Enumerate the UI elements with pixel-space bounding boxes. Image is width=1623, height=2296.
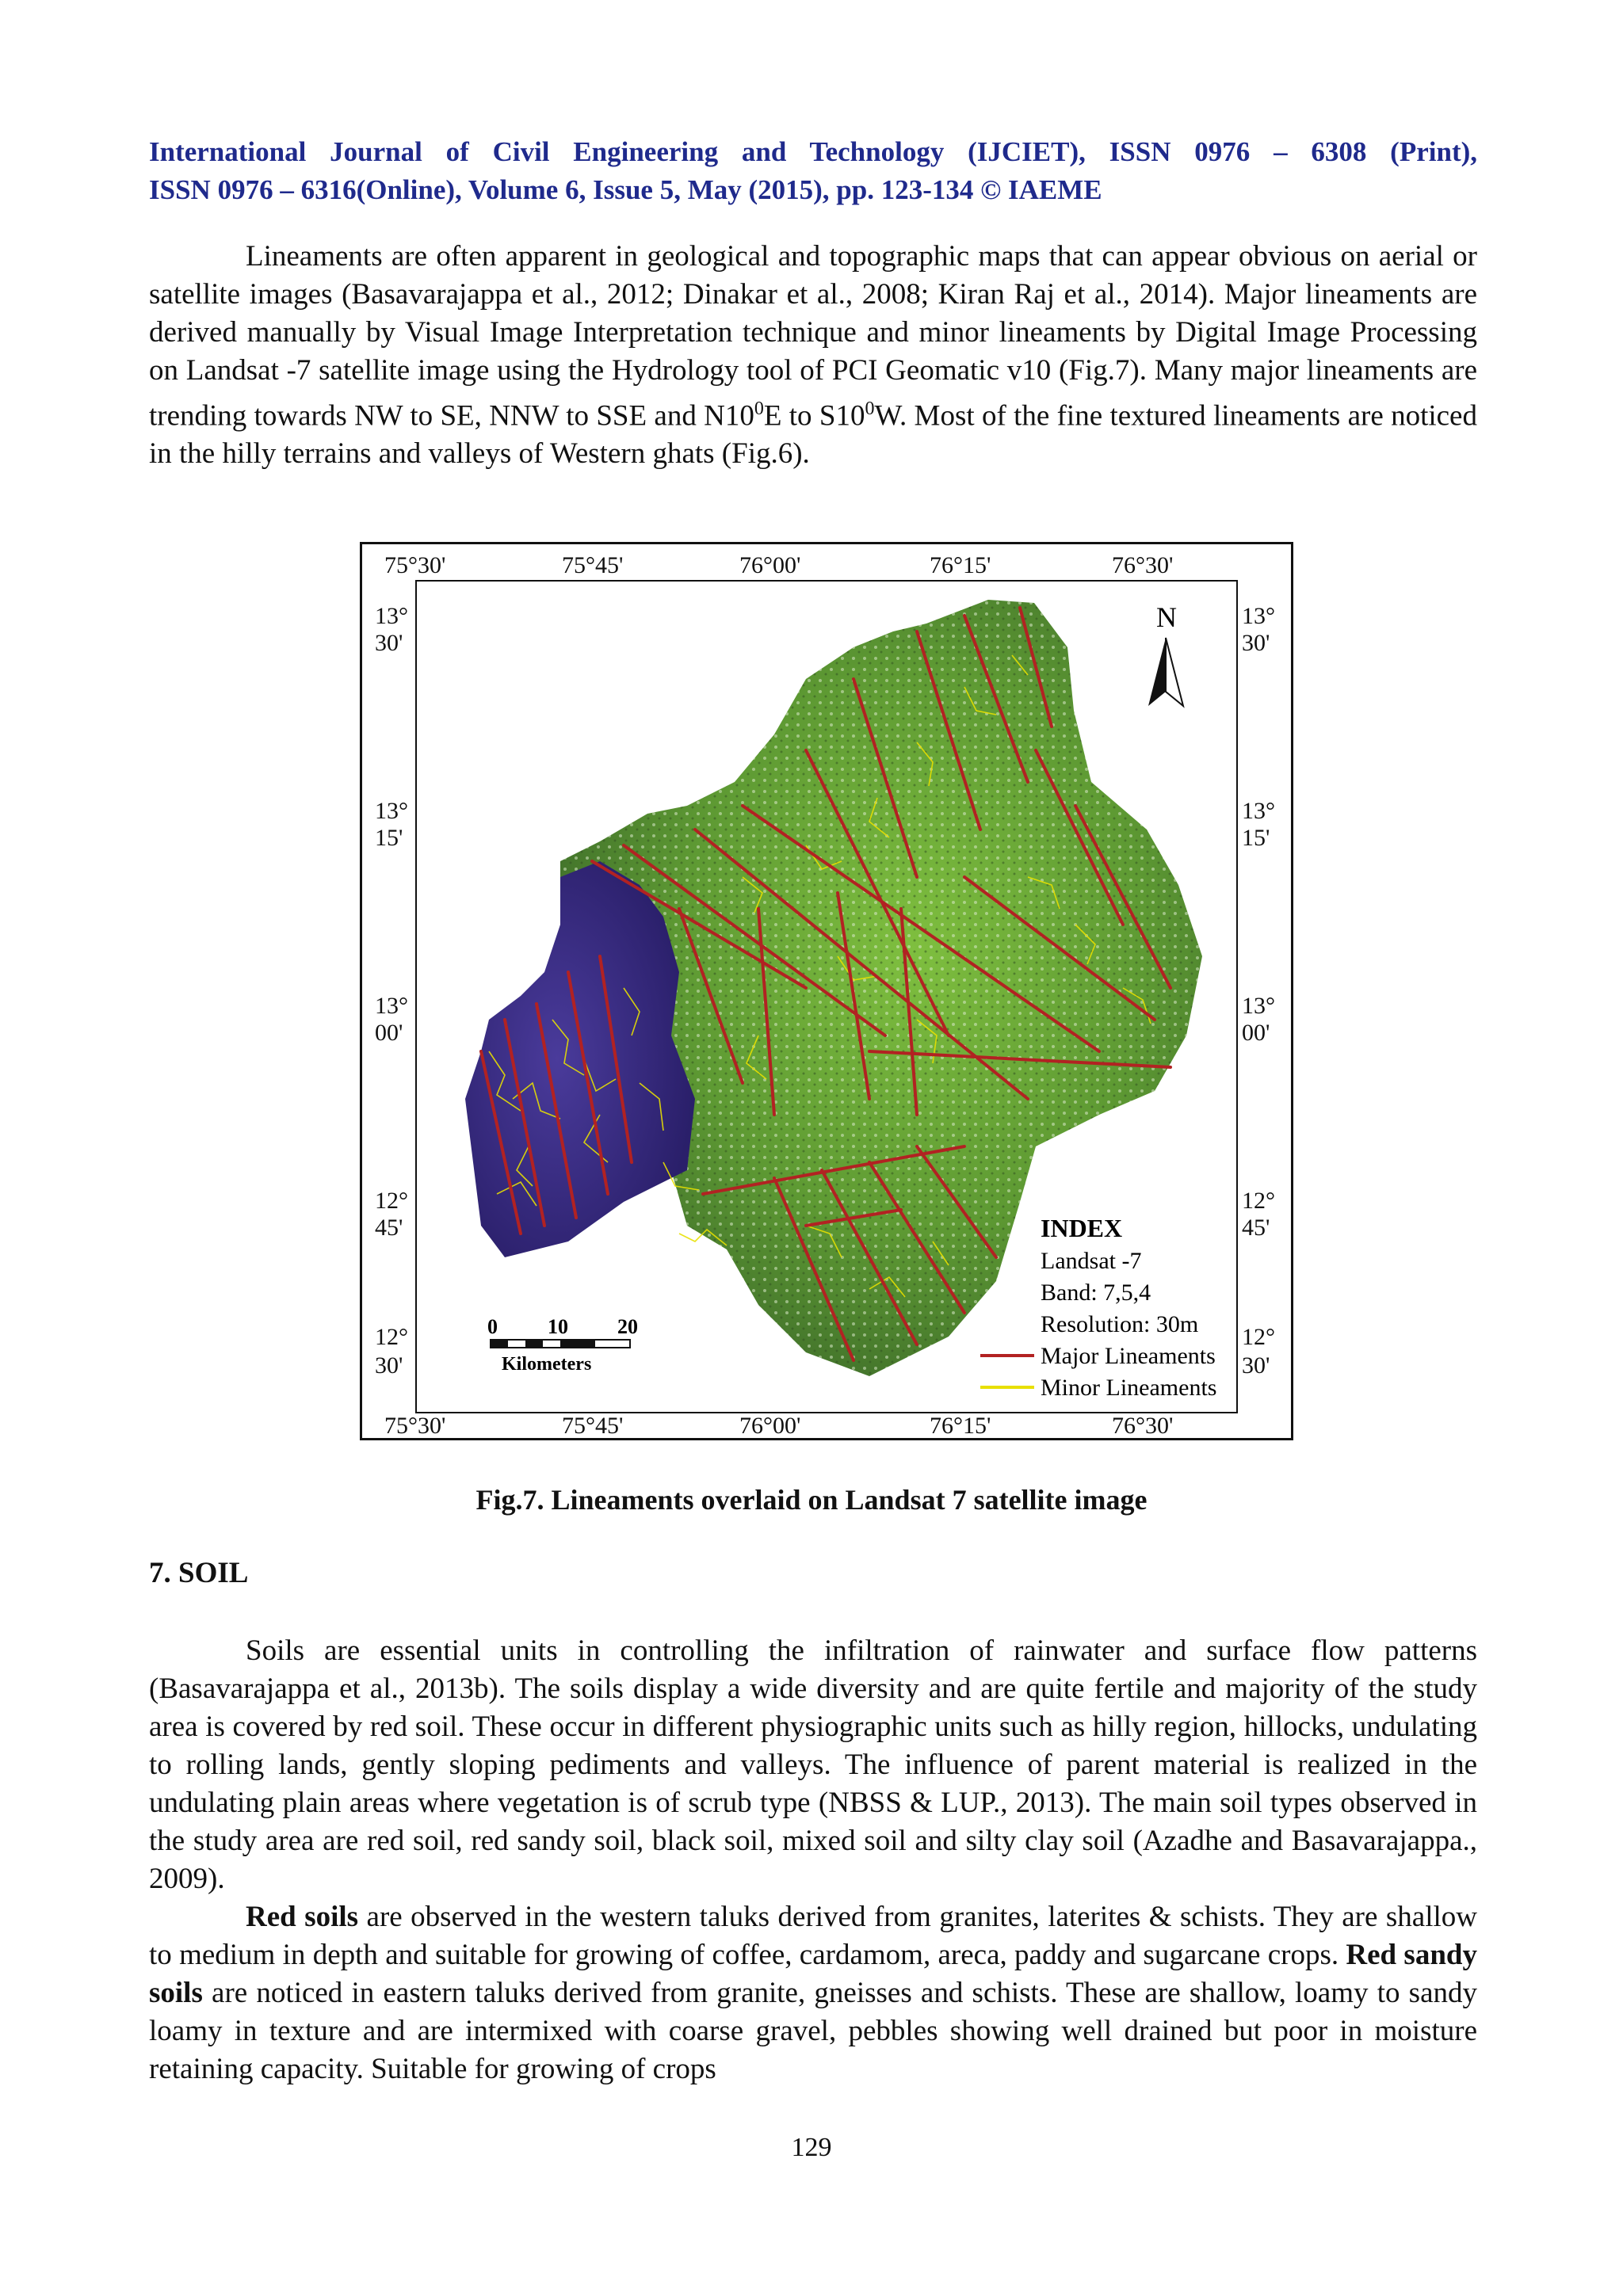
lat-min-left-1: 30': [375, 630, 403, 656]
lat-deg-right-1: 13°: [1242, 603, 1275, 629]
lon-label-top-4: 76°15': [930, 552, 991, 578]
lat-min-right-5: 30': [1242, 1352, 1270, 1379]
latitude-labels-left: [375, 603, 408, 1379]
scale-unit: Kilometers: [502, 1354, 592, 1375]
soil-paragraph-2-text-2: are noticed in eastern taluks derived from granite, gneisses and schists. These are shallow, loamy to sandy loamy in texture and are intermixed with coarse gravel, pebbles showing well drained but poor in moisture retaining capacity. Suitable for growing of crops: [149, 1977, 1477, 2085]
lat-deg-left-4: 12°: [375, 1188, 408, 1214]
legend-line-3: Resolution: 30m: [1041, 1311, 1199, 1337]
lat-min-right-4: 45': [1242, 1215, 1270, 1241]
lon-label-bottom-2: 75°45': [562, 1413, 624, 1438]
degree-sup-1: 0: [754, 399, 764, 419]
lat-min-left-3: 00': [375, 1020, 403, 1046]
lon-label-bottom-3: 76°00': [739, 1413, 801, 1438]
lon-label-top-3: 76°00': [739, 552, 801, 578]
figure-caption: Fig.7. Lineaments overlaid on Landsat 7 satellite image: [475, 1484, 1148, 1516]
scale-tick-20: 20: [617, 1315, 638, 1338]
north-label: N: [1156, 601, 1177, 633]
lon-label-top-2: 75°45': [562, 552, 624, 578]
scale-tick-10: 10: [548, 1315, 568, 1338]
lat-deg-right-3: 13°: [1242, 993, 1275, 1019]
degree-sup-2: 0: [865, 399, 875, 419]
lat-deg-right-4: 12°: [1242, 1188, 1275, 1214]
lineament-map: [362, 544, 1291, 1438]
lat-deg-left-3: 13°: [375, 993, 408, 1019]
lat-deg-right-5: 12°: [1242, 1324, 1275, 1350]
soil-paragraph-2: [149, 1898, 1477, 2088]
lat-min-left-2: 15': [375, 825, 403, 851]
intro-text-2: E to S10: [763, 399, 865, 433]
legend-title: INDEX: [1041, 1214, 1123, 1242]
lon-label-bottom-5: 76°30': [1112, 1413, 1174, 1438]
lat-min-right-2: 15': [1242, 825, 1270, 851]
lon-label-bottom-4: 76°15': [930, 1413, 991, 1438]
legend-line-1: Landsat -7: [1041, 1248, 1142, 1274]
legend-minor-label: Minor Lineaments: [1041, 1375, 1217, 1401]
latitude-labels-right: [1242, 603, 1275, 1379]
lineament-map-figure: [360, 542, 1293, 1440]
term-red-soils: Red soils: [246, 1901, 359, 1933]
lat-deg-left-2: 13°: [375, 798, 408, 824]
longitude-labels-bottom: [384, 1413, 1173, 1438]
section-heading: 7. SOIL: [149, 1557, 249, 1589]
intro-paragraph: [149, 238, 1477, 473]
lat-min-left-5: 30': [375, 1352, 403, 1379]
page-number: 129: [791, 2133, 832, 2162]
journal-header: [149, 133, 1477, 209]
lat-deg-right-2: 13°: [1242, 798, 1275, 824]
journal-header-line-1: International Journal of Civil Engineering and Technology (IJCIET), ISSN 0976 – 6308 (Print),: [149, 136, 1477, 167]
intro-text-1: Lineaments are often apparent in geological and topographic maps that can appear obvious on aerial or satellite images (Basavarajappa et al., 2012; Dinakar et al., 2008; Kiran Raj et al., 2014). Major lineaments are derived manually by Visual Image Interpretation technique and minor lineaments by Digital Image Processing on Landsat -7 satellite image using the Hydrology tool of PCI Geomatic v10 (Fig.7). Many major lineaments are trending towards NW to SE, NNW to SSE and N10: [149, 240, 1477, 433]
lon-label-bottom-1: 75°30': [384, 1413, 446, 1438]
legend-line-2: Band: 7,5,4: [1041, 1280, 1151, 1306]
intro-text-3: W. Most of the fine textured lineaments are noticed in the hilly terrains and valleys of Western ghats (Fig.6).: [149, 399, 1477, 471]
lon-label-top-5: 76°30': [1112, 552, 1174, 578]
soil-paragraph-2-text-1: are observed in the western taluks derived from granites, laterites & schists. They are shallow to medium in depth and suitable for growing of coffee, cardamom, areca, paddy and sugarcane crops.: [149, 1901, 1478, 1971]
lat-min-right-1: 30': [1242, 630, 1270, 656]
lat-deg-left-1: 13°: [375, 603, 408, 629]
scale-tick-0: 0: [487, 1315, 498, 1338]
lon-label-top-1: 75°30': [384, 552, 446, 578]
journal-header-line-2: ISSN 0976 – 6316(Online), Volume 6, Issue 5, May (2015), pp. 123-134 © IAEME: [149, 174, 1102, 205]
lat-min-right-3: 00': [1242, 1020, 1270, 1046]
lat-min-left-4: 45': [375, 1215, 403, 1241]
term-red-sandy-soils: Red sandy soils: [149, 1939, 1477, 2009]
lat-deg-left-5: 12°: [375, 1324, 408, 1350]
soil-paragraph-1: Soils are essential units in controlling the infiltration of rainwater and surface flow patterns (Basavarajappa et al., 2013b). The soils display a wide diversity and are quite fertile and majority of the study area is covered by red soil. These occur in different physiographic units such as hilly region, hillocks, undulating to rolling lands, gently sloping pediments and valleys. The influence of parent material is realized in the undulating plain areas where vegetation is of scrub type (NBSS & LUP., 2013). The main soil types observed in the study area are red soil, red sandy soil, black soil, mixed soil and silty clay soil (Azadhe and Basavarajappa., 2009).: [149, 1634, 1477, 1895]
legend-major-label: Major Lineaments: [1041, 1343, 1216, 1369]
longitude-labels-top: [384, 552, 1173, 578]
